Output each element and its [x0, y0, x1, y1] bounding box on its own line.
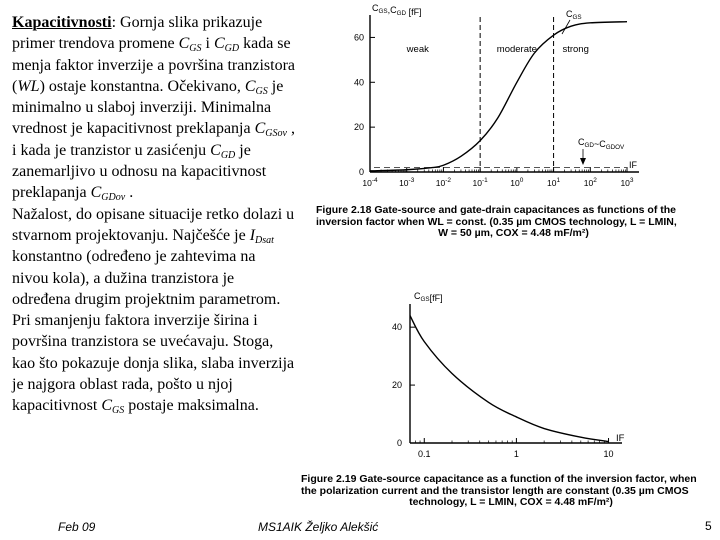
figure-1-marks	[370, 9, 627, 171]
figure-2-marks	[410, 316, 609, 442]
figure-2-19-caption: Figure 2.19 Gate-source capacitance as a function of the inversion factor, when the polarization current and the transistor length are constant (0.35 µm CMOS technology, L = LMIN, COX = 4.48 mF/m²)	[301, 473, 697, 508]
region-label-strong: strong	[562, 44, 589, 55]
series-cgs-line	[410, 316, 609, 442]
figure-2-18-caption: Figure 2.18 Gate-source and gate-drain capacitances as functions of the inversion factor when WL = const. (0.35 µm CMOS technology, L = LMIN, W = 50 µm, COX = 4.48 mF/m²)	[316, 204, 677, 239]
y-tick-label: 40	[391, 322, 402, 333]
region-label-moderate: moderate	[496, 44, 537, 55]
y-axis-label: $C_{GS}[fF]$	[414, 291, 443, 303]
heading-kapacitivnosti: Kapacitivnosti	[12, 14, 112, 31]
x-tick-label: $10^3$	[620, 177, 634, 188]
x-tick-label: $10^{-3}$	[399, 177, 415, 188]
figure-2-static	[392, 291, 625, 459]
annotation-cgs: $C_{GS}$	[566, 9, 582, 21]
x-tick-label: 10	[603, 449, 614, 459]
x-tick-label: $10^{-2}$	[435, 177, 452, 188]
x-tick-label: 1	[513, 449, 519, 459]
figure-2-18-chart	[330, 0, 720, 205]
paragraph-1: Kapacitivnosti: Gornja slika prikazuje primer trendova promene $C_{GS}$ i $C_{GD}$ kada se menja faktor inverzije a površina tranzistora (WL) ostaje konstantna. Očekivano, $C_{GS}$ je minimalno u slaboj inverziji. Minimalna vrednost je kapacitivnost preklapanja $C_{GSov}$ , i kada je tranzistor u zasićenju $C_{GD}$ je zanemarljivo u odnosu na kapacitivnost preklapanja $C_{GDov}$ .	[12, 14, 295, 204]
body-text	[12, 12, 295, 417]
footer-date: Feb 09	[58, 520, 96, 534]
x-tick-label: $10^0$	[510, 177, 524, 188]
y-tick-label: 20	[353, 122, 364, 133]
figure-2-19-chart	[330, 282, 650, 472]
x-tick-label: $10^2$	[583, 177, 597, 188]
figure-1-static	[354, 3, 639, 188]
y-tick-label: 0	[396, 438, 402, 448]
paragraph-2: Nažalost, do opisane situacije retko dolazi u stvarnom projektovanju. Najčešće je $I_{Dsat}$ konstantno (određeno je zahtevima na nivou kola), a dužina tranzistora je određena drugim projektnim parametrom. Pri smanjenju faktora inverzije širina i površina tranzistora se uvećavaju. Stoga, kao što pokazuje donja slika, slaba inverzija je najgora oblast rada, pošto u njoj kapacitivnost $C_{GS}$ postaje maksimalna.	[12, 205, 295, 417]
y-tick-label: 40	[353, 77, 364, 88]
page-number: 5	[705, 519, 712, 533]
annotation-cgd-arrow	[580, 158, 586, 165]
x-tick-label: $10^{-4}$	[362, 177, 378, 188]
y-tick-label: 60	[353, 32, 364, 43]
y-tick-label: 20	[391, 380, 402, 391]
x-tick-label: $10^1$	[547, 177, 561, 188]
x-tick-label: 0.1	[418, 449, 431, 459]
annotation-cgd: $C_{GD}\sim C_{GDOV}$	[578, 137, 625, 151]
footer-course-author: MS1AIK Željko Alekšić	[258, 520, 379, 534]
x-axis-label: IF	[629, 160, 637, 170]
region-label-weak: weak	[406, 44, 429, 55]
x-axis-label: IF	[616, 433, 625, 444]
y-axis-label: $C_{GS},C_{GD}$ [fF]	[372, 3, 422, 17]
x-tick-label: $10^{-1}$	[472, 177, 488, 188]
y-tick-label: 0	[358, 167, 364, 177]
